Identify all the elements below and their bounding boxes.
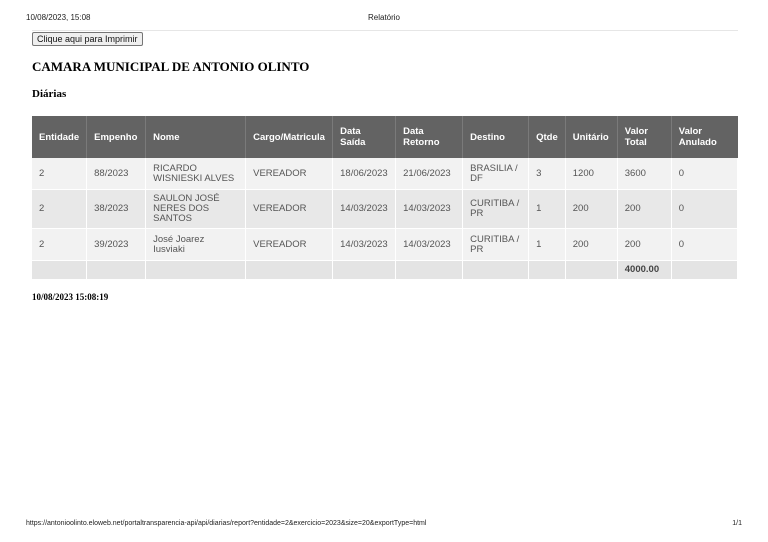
header-valor-anulado: Valor Anulado [671,116,737,158]
cell-empenho: 39/2023 [87,229,146,261]
total-empty-cell [333,261,396,280]
header-qtde: Qtde [529,116,566,158]
cell-nome: José Joarez Iusviaki [146,229,246,261]
cell-cargo: VEREADOR [246,158,333,190]
print-header-title: Relatório [367,13,400,22]
cell-valor-total: 200 [617,190,671,229]
cell-data-retorno: 14/03/2023 [396,190,463,229]
table-header-row [32,116,738,158]
cell-unitario: 1200 [565,158,617,190]
header-data-retorno: Data Retorno [396,116,463,158]
cell-unitario: 200 [565,190,617,229]
total-empty-cell [87,261,146,280]
section-title: Diárias [32,88,67,100]
total-empty-cell [671,261,737,280]
total-empty-cell [146,261,246,280]
cell-valor-total: 200 [617,229,671,261]
total-empty-cell [246,261,333,280]
header-data-saida: Data Saída [333,116,396,158]
cell-cargo: VEREADOR [246,190,333,229]
cell-destino: BRASILIA / DF [463,158,529,190]
table-total-row [32,261,738,280]
header-cargo: Cargo/Matricula [246,116,333,158]
cell-valor-anulado: 0 [671,158,737,190]
table-row [32,229,738,261]
cell-qtde: 1 [529,190,566,229]
total-empty-cell [396,261,463,280]
divider [32,30,738,31]
cell-data-retorno: 14/03/2023 [396,229,463,261]
cell-nome: SAULON JOSÉ NERES DOS SANTOS [146,190,246,229]
cell-unitario: 200 [565,229,617,261]
total-empty-cell [565,261,617,280]
cell-qtde: 1 [529,229,566,261]
header-empenho: Empenho [87,116,146,158]
header-unitario: Unitário [565,116,617,158]
cell-destino: CURITIBA / PR [463,229,529,261]
cell-empenho: 88/2023 [87,158,146,190]
cell-destino: CURITIBA / PR [463,190,529,229]
cell-data-saida: 14/03/2023 [333,229,396,261]
cell-empenho: 38/2023 [87,190,146,229]
cell-nome: RICARDO WISNIESKI ALVES [146,158,246,190]
total-valor: 4000.00 [617,261,671,280]
total-empty-cell [463,261,529,280]
table-row [32,190,738,229]
generated-timestamp: 10/08/2023 15:08:19 [32,292,109,302]
cell-entidade: 2 [32,158,87,190]
print-footer-page: 1/1 [732,520,742,527]
cell-data-saida: 18/06/2023 [333,158,396,190]
total-empty-cell [32,261,87,280]
cell-valor-anulado: 0 [671,190,737,229]
cell-cargo: VEREADOR [246,229,333,261]
header-valor-total: Valor Total [617,116,671,158]
print-button[interactable]: Clique aqui para Imprimir [32,32,143,46]
cell-valor-anulado: 0 [671,229,737,261]
header-entidade: Entidade [32,116,87,158]
cell-qtde: 3 [529,158,566,190]
cell-data-saida: 14/03/2023 [333,190,396,229]
header-destino: Destino [463,116,529,158]
print-footer-url: https://antonioolinto.eloweb.net/portaltransparencia-api/api/diarias/report?entidade=2&exercicio=2023&size=20&exportType=html [26,520,427,527]
header-nome: Nome [146,116,246,158]
cell-valor-total: 3600 [617,158,671,190]
cell-entidade: 2 [32,229,87,261]
cell-data-retorno: 21/06/2023 [396,158,463,190]
total-empty-cell [529,261,566,280]
cell-entidade: 2 [32,190,87,229]
print-header-datetime: 10/08/2023, 15:08 [26,13,91,22]
org-title: CAMARA MUNICIPAL DE ANTONIO OLINTO [32,59,310,74]
table-row [32,158,738,190]
diarias-table [32,116,738,280]
